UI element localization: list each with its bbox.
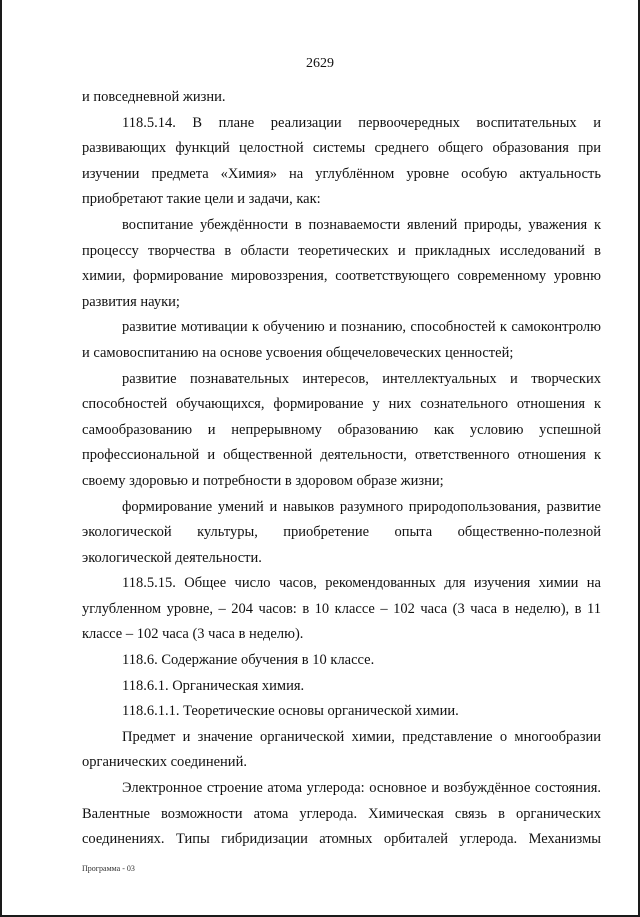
paragraph-118-5-15: 118.5.15. Общее число часов, рекомендованных для изучения химии на углубленном уровне, – 204 часов: в 10 классе – 102 часа (3 часа в неделю), в 11 классе – 102 часа (3 часа в неделю). xyxy=(82,575,601,643)
document-body xyxy=(82,85,601,853)
paragraph-goal-ecology: формирование умений и навыков разумного природопользования, развитие экологической культуры, приобретение опыта общественно-полезной экологической деятельности. xyxy=(82,498,601,566)
page-number: 2629 xyxy=(306,56,334,71)
heading-118-6-1-1: 118.6.1.1. Теоретические основы органической химии. xyxy=(122,703,459,720)
paragraph-118-5-14: 118.5.14. В плане реализации первоочередных воспитательных и развивающих функций целостной системы среднего общего образования при изучении предмета «Химия» на углублённом уровне особую актуальность приобретают такие цели и задачи, как: xyxy=(82,114,601,208)
paragraph-goal-worldview: воспитание убеждённости в познаваемости явлений природы, уважения к процессу творчества в области теоретических и прикладных исследований в химии, формирование мировоззрения, соответствующего современному уровню развития науки; xyxy=(82,216,601,310)
paragraph-electronic-structure: Электронное строение атома углерода: основное и возбуждённое состояния. Валентные возможности атома углерода. Химическая связь в органических соединениях. Типы гибридизации атомных орбиталей углерода. Механизмы xyxy=(82,780,601,848)
footer-label: Программа - 03 xyxy=(82,864,135,873)
paragraph-goal-abilities: развитие познавательных интересов, интеллектуальных и творческих способностей обучающихся, формирование у них сознательного отношения к самообразованию и непрерывному образованию как условию успешной профессиональной и общественной деятельности, ответственного отношения к своему здоровью и потребности в здоровом образе жизни; xyxy=(82,370,601,489)
paragraph-goal-motivation: развитие мотивации к обучению и познанию, способностей к самоконтролю и самовоспитанию на основе усвоения общечеловеческих ценностей; xyxy=(82,319,601,361)
heading-118-6: 118.6. Содержание обучения в 10 классе. xyxy=(122,652,375,669)
paragraph-continuation: и повседневной жизни. xyxy=(82,89,226,105)
heading-118-6-1: 118.6.1. Органическая химия. xyxy=(122,677,305,694)
paragraph-subject-significance: Предмет и значение органической химии, представление о многообразии органических соединений. xyxy=(82,728,601,771)
